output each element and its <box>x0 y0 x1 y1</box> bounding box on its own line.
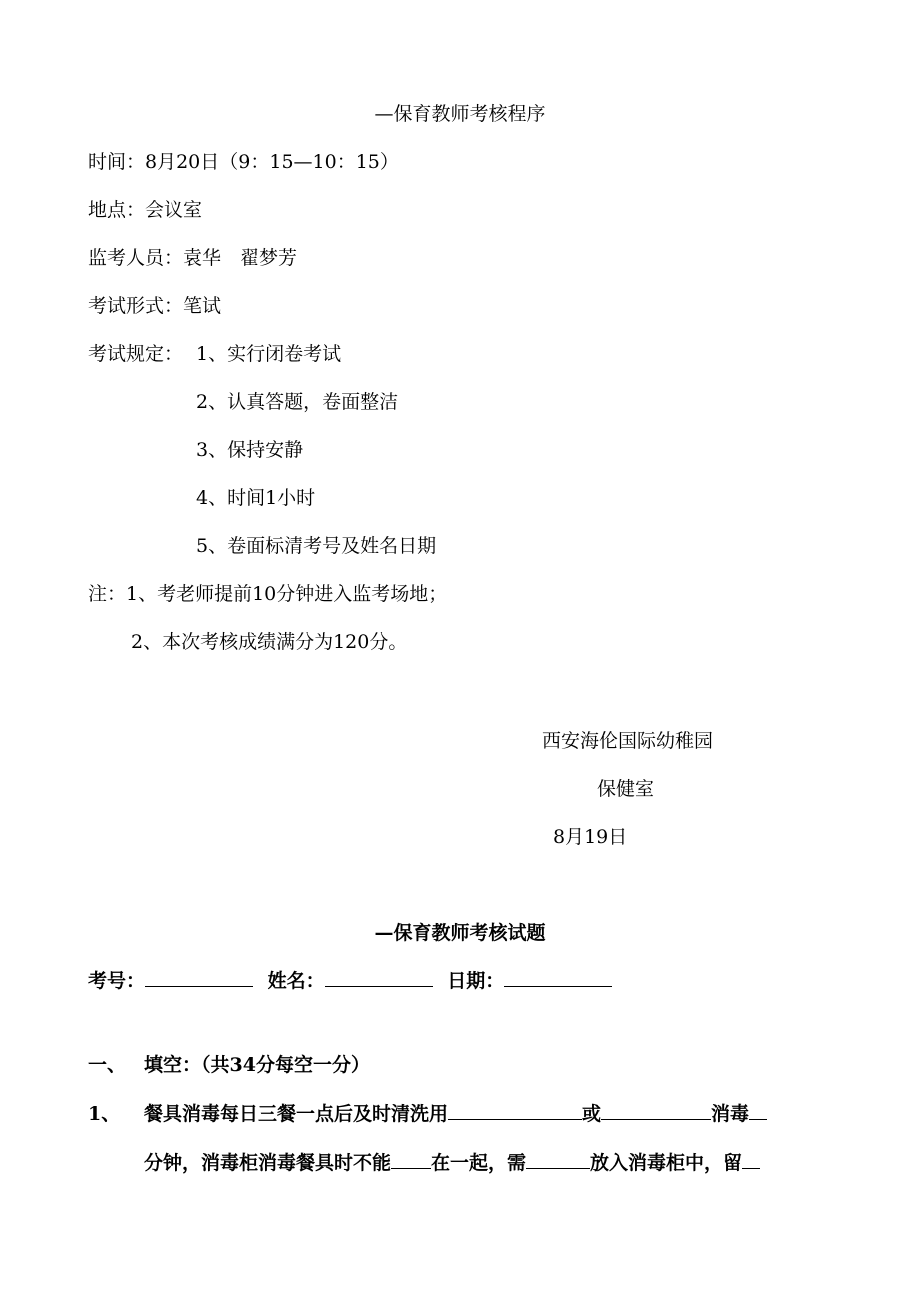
q1-line2 <box>144 1150 760 1176</box>
location-line: 地点：会议室 <box>88 199 203 221</box>
q1-line1 <box>144 1101 767 1127</box>
rule-item: 5、卷面标清考号及姓名日期 <box>196 535 437 557</box>
note-item: 2、本次考核成绩满分为120分。 <box>131 631 408 653</box>
rules-label: 考试规定： <box>88 343 184 365</box>
section1-num: 一、 <box>88 1054 127 1076</box>
q1-num: 1、 <box>88 1103 121 1125</box>
exam-number-blank[interactable] <box>145 968 253 987</box>
rule-item: 2、认真答题，卷面整洁 <box>196 391 399 413</box>
rule-item: 1、实行闭卷考试 <box>196 343 342 365</box>
q1-text: 分钟，消毒柜消毒餐具时不能 <box>144 1152 392 1174</box>
format-line: 考试形式：笔试 <box>88 295 222 317</box>
q1-blank[interactable] <box>601 1101 711 1120</box>
exam-name-blank[interactable] <box>325 968 433 987</box>
q1-text: 消毒 <box>711 1103 750 1125</box>
q1-text: 在一起，需 <box>431 1152 527 1174</box>
q1-text: 放入消毒柜中，留 <box>590 1152 743 1174</box>
exam-date-blank[interactable] <box>504 968 612 987</box>
note-item: 注：1、考老师提前10分钟进入监考场地； <box>88 583 448 605</box>
rule-item: 4、时间1小时 <box>196 487 316 509</box>
rule-item: 3、保持安静 <box>196 439 304 461</box>
signature-date: 8月19日 <box>553 826 628 848</box>
q1-blank[interactable] <box>526 1150 590 1169</box>
exam-name-label: 姓名： <box>267 970 325 992</box>
q1-text: 餐具消毒每日三餐一点后及时清洗用 <box>144 1103 449 1125</box>
q1-blank[interactable] <box>742 1150 760 1169</box>
q1-text: 或 <box>582 1103 602 1125</box>
signature-dept: 保健室 <box>597 778 655 800</box>
exam-title: —保育教师考核试题 <box>374 922 546 944</box>
time-line: 时间：8月20日（9：15—10：15） <box>88 151 399 173</box>
exam-date-label: 日期： <box>447 970 505 992</box>
exam-number-label: 考号： <box>88 970 146 992</box>
q1-blank[interactable] <box>448 1101 582 1120</box>
exam-fields <box>88 968 612 994</box>
section1-title: 填空：（共34分每空一分） <box>144 1054 370 1076</box>
proctors-line: 监考人员：袁华 翟梦芳 <box>88 247 298 269</box>
q1-blank[interactable] <box>749 1101 767 1120</box>
signature-org: 西安海伦国际幼稚园 <box>542 730 714 752</box>
q1-blank[interactable] <box>391 1150 431 1169</box>
procedure-title: —保育教师考核程序 <box>374 103 546 125</box>
